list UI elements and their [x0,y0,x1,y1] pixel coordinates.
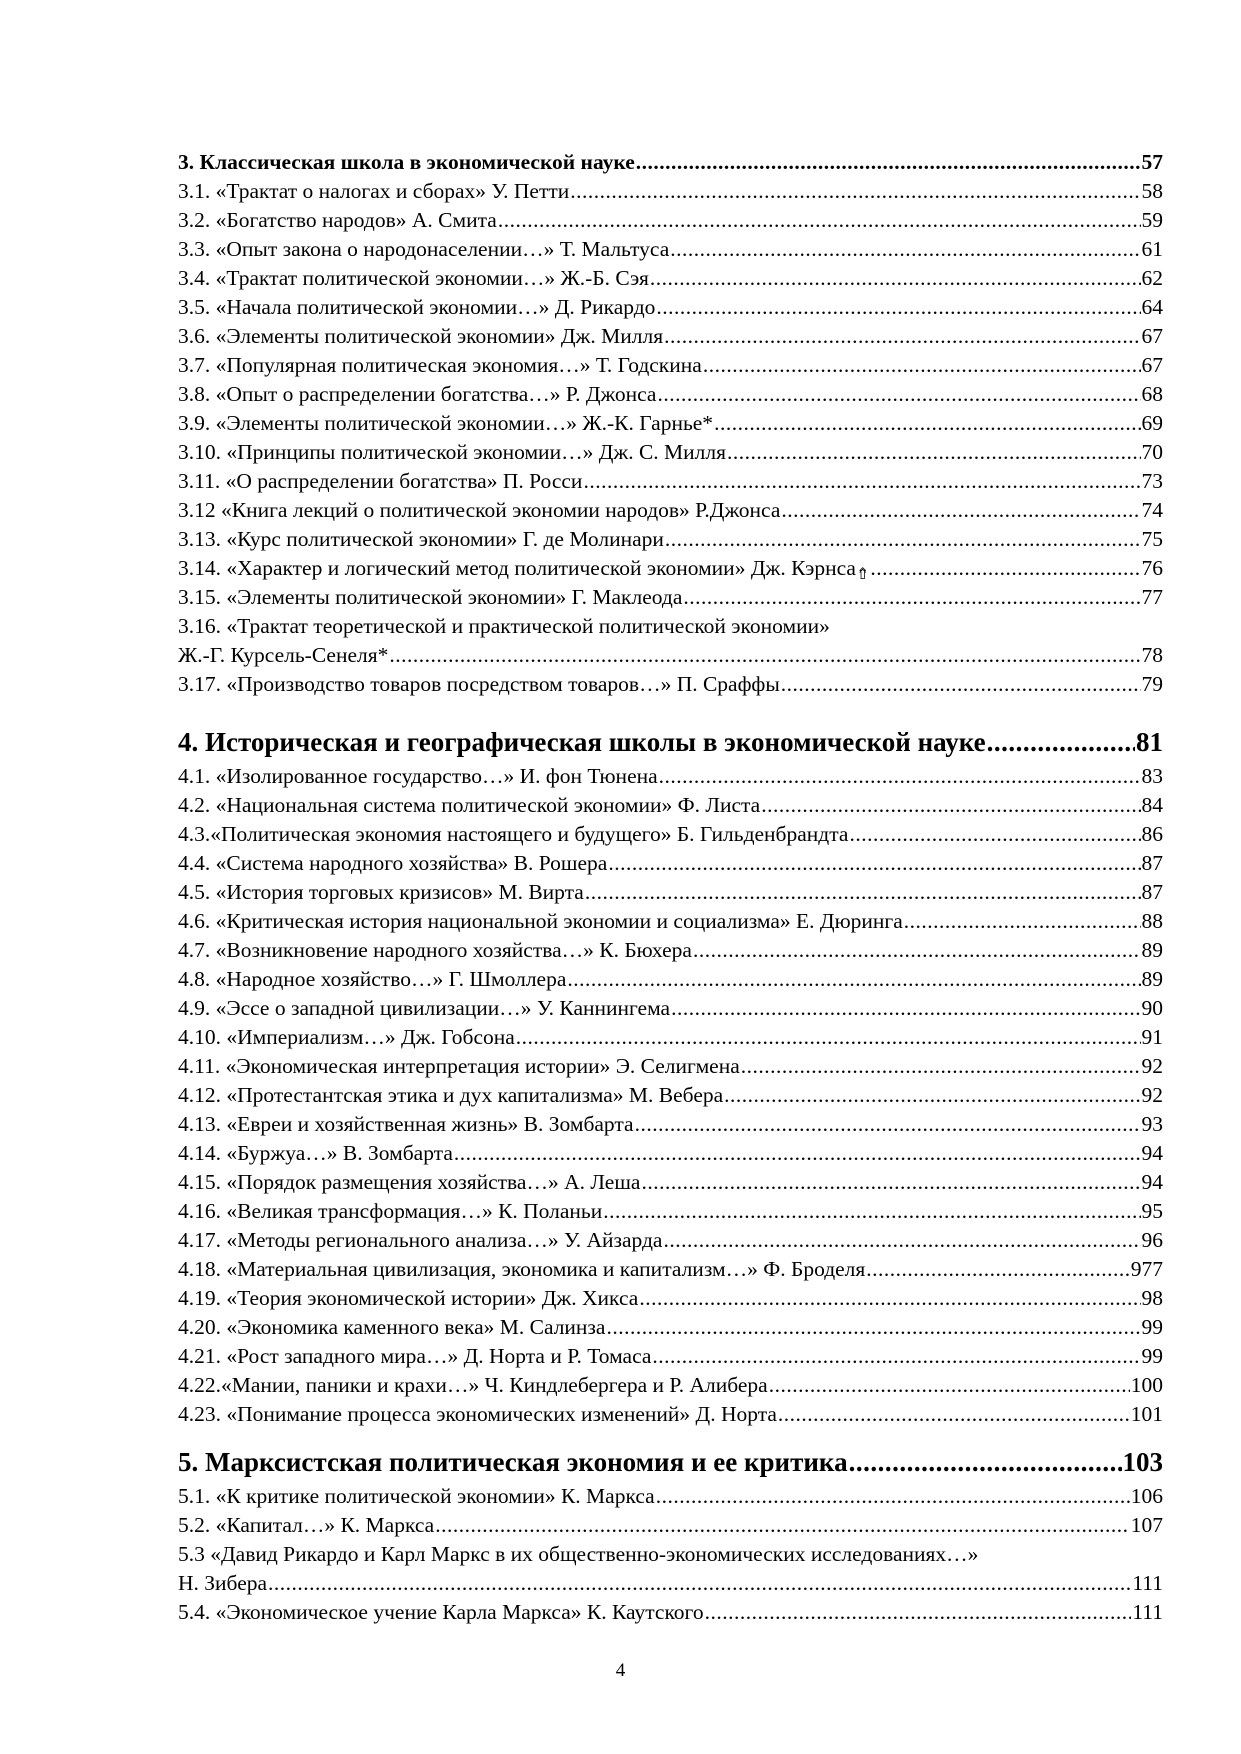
toc-section-5 [178,1442,1163,1627]
toc-entry[interactable]: 4.19. «Теория экономической истории» Дж. Хикса ..... 98 [178,1284,1163,1313]
toc-entry[interactable]: 3.8. «Опыт о распределении богатства…» Р. Джонса ..... 68 [178,380,1163,409]
toc-section-4 [178,722,1163,1429]
toc-entry[interactable]: 4.5. «История торговых кризисов» М. Вирта ..... 87 [178,878,1163,907]
toc-entry[interactable]: 3.3. «Опыт закона о народонаселении…» Т. Мальтуса ..... 61 [178,235,1163,264]
toc-entry[interactable]: 4.12. «Протестантская этика и дух капитализма» М. Вебера ..... 92 [178,1081,1163,1110]
toc-entry[interactable]: 4.22.«Мании, паники и крахи…» Ч. Киндлебергера и Р. Алибера ..... 100 [178,1371,1163,1400]
toc-entry[interactable]: 4.13. «Евреи и хозяйственная жизнь» В. Зомбарта ..... 93 [178,1110,1163,1139]
toc-entry[interactable]: 3.9. «Элементы политической экономии…» Ж.-К. Гарнье* ..... 69 [178,409,1163,438]
toc-entry[interactable]: 3.13. «Курс политической экономии» Г. де Молинари ..... 75 [178,525,1163,554]
toc-entry[interactable]: 4.11. «Экономическая интерпретация истории» Э. Селигмена ..... 92 [178,1052,1163,1081]
toc-entry[interactable]: 3.7. «Популярная политическая экономия…» Т. Годскина ..... 67 [178,351,1163,380]
toc-entry[interactable]: 5.1. «К критике политической экономии» К. Маркса ..... 106 [178,1482,1163,1511]
section-heading[interactable]: 4. Историческая и географическая школы в экономической науке ..... 81 [178,722,1163,762]
toc-entry[interactable]: 3.12 «Книга лекций о политической экономии народов» Р.Джонса ..... 74 [178,496,1163,525]
toc-entry[interactable]: 4.16. «Великая трансформация…» К. Поланьи ..... 95 [178,1197,1163,1226]
toc-entry[interactable]: 4.23. «Понимание процесса экономических изменений» Д. Норта ..... 101 [178,1400,1163,1429]
toc-entry-title: 3.16. «Трактат теоретической и практической политической экономии» [178,614,830,638]
section-heading[interactable]: 3. Классическая школа в экономической науке ..... 57 [178,148,1163,177]
toc-entry[interactable]: Н. Зибера ..... 111 [178,1569,1163,1598]
toc-entry[interactable]: 4.9. «Эссе о западной цивилизации…» У. Каннингема ..... 90 [178,994,1163,1023]
toc-entry[interactable]: 4.2. «Национальная система политической экономии» Ф. Листа ..... 84 [178,791,1163,820]
toc-entry[interactable]: 4.8. «Народное хозяйство…» Г. Шмоллера ..... 89 [178,965,1163,994]
toc-entry[interactable]: 4.10. «Империализм…» Дж. Гобсона ..... 91 [178,1023,1163,1052]
toc-entry[interactable]: 4.3.«Политическая экономия настоящего и будущего» Б. Гильденбрандта ..... 86 [178,820,1163,849]
toc-entry[interactable]: 4.6. «Критическая история национальной экономии и социализма» Е. Дюринга ..... 88 [178,907,1163,936]
toc-entry[interactable]: 4.7. «Возникновение народного хозяйства…» К. Бюхера ..... 89 [178,936,1163,965]
toc-entry[interactable]: 5.2. «Капитал…» К. Маркса ..... 107 [178,1511,1163,1540]
toc-entry[interactable]: 4.4. «Система народного хозяйства» В. Рошера ..... 87 [178,849,1163,878]
toc-entry[interactable]: 3.5. «Начала политической экономии…» Д. Рикардо ..... 64 [178,293,1163,322]
toc-entry[interactable]: 3.10. «Принципы политической экономии…» Дж. С. Милля ..... 70 [178,438,1163,467]
toc-entry[interactable]: 4.15. «Порядок размещения хозяйства…» А. Леша ..... 94 [178,1168,1163,1197]
toc-entry[interactable]: 3.11. «О распределении богатства» П. Росси ..... 73 [178,467,1163,496]
toc-entry[interactable]: 5.4. «Экономическое учение Карла Маркса» К. Каутского ..... 111 [178,1598,1163,1627]
section-heading[interactable]: 5. Марксистская политическая экономия и ее критика ..... 103 [178,1442,1163,1482]
toc-entry[interactable]: 3.4. «Трактат политической экономии…» Ж.-Б. Сэя ..... 62 [178,264,1163,293]
toc-entry[interactable]: 4.1. «Изолированное государство…» И. фон Тюнена ..... 83 [178,762,1163,791]
toc-entry[interactable]: 4.14. «Буржуа…» В. Зомбарта ..... 94 [178,1139,1163,1168]
toc-entry[interactable]: 4.21. «Рост западного мира…» Д. Норта и Р. Томаса ..... 99 [178,1342,1163,1371]
page-number: 4 [615,1660,626,1681]
toc-entry[interactable]: 3.2. «Богатство народов» А. Смита ..... 59 [178,206,1163,235]
toc-entry[interactable]: 3.15. «Элементы политической экономии» Г. Маклеода ..... 77 [178,583,1163,612]
toc-entry[interactable]: 3.6. «Элементы политической экономии» Дж. Милля ..... 67 [178,322,1163,351]
toc-entry[interactable]: 4.20. «Экономика каменного века» М. Салинза ..... 99 [178,1313,1163,1342]
toc-entry[interactable]: 3.1. «Трактат о налогах и сборах» У. Петти ..... 58 [178,177,1163,206]
toc-entry[interactable]: 4.18. «Материальная цивилизация, экономика и капитализм…» Ф. Броделя ..... 977 [178,1255,1163,1284]
toc-entry[interactable]: 4.17. «Методы регионального анализа…» У. Айзарда ..... 96 [178,1226,1163,1255]
anchor-glyph-icon: ⇮ [855,566,870,583]
toc-entry[interactable]: Ж.-Г. Курсель-Сенеля* ..... 78 [178,641,1163,670]
toc-entry-title: 5.3 «Давид Рикардо и Карл Маркс в их общественно-экономических исследованиях…» [178,1542,979,1566]
toc-entry[interactable]: 3.17. «Производство товаров посредством товаров…» П. Сраффы ..... 79 [178,670,1163,699]
toc-section-3 [178,148,1163,699]
toc-entry[interactable]: 3.14. «Характер и логический метод политической экономии» Дж. Кэрнса ⇮ ..... 76 [178,554,1163,583]
